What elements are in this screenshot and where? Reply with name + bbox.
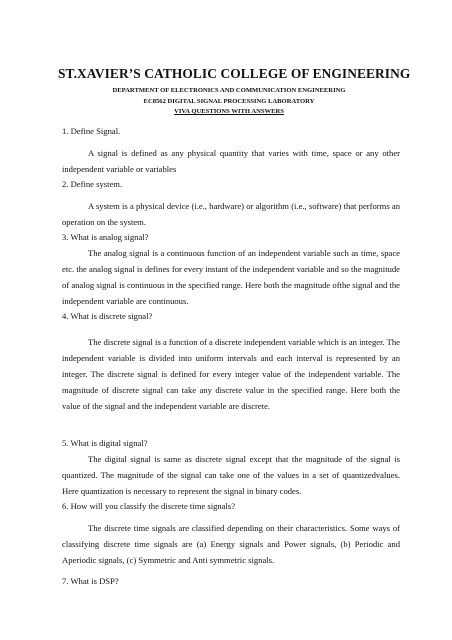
question-4: 4. What is discrete signal?: [62, 310, 153, 321]
lab-heading: EC8562 DIGITAL SIGNAL PROCESSING LABORATORY: [143, 97, 315, 105]
question-1: 1. Define Signal.: [62, 125, 121, 136]
question-6: 6. How will you classify the discrete time signals?: [62, 500, 236, 511]
question-7: 7. What is DSP?: [62, 575, 119, 586]
department-heading: DEPARTMENT OF ELECTRONICS AND COMMUNICATION ENGINEERING: [112, 87, 346, 94]
college-title: ST.XAVIER’S CATHOLIC COLLEGE OF ENGINEERING: [58, 66, 411, 81]
section-heading: VIVA QUESTIONS WITH ANSWERS: [174, 108, 284, 115]
question-3: 3. What is analog signal?: [62, 231, 149, 242]
answer-5: The digital signal is same as discrete signal except that the magnitude of the signal is quantized. The magnitude of the signal can take one of the values in a set of quantizedvalues. Here quantization is necessary to represent the signal in binary codes.: [62, 453, 400, 496]
answer-4: The discrete signal is a function of a discrete independent variable which is an integer. The independent variable is divided into uniform intervals and each interval is represented by an integer. The discrete signal is defined for every integer value of the independent variable. The magnitude of discrete signal can take any discrete value in the specified range. Here both the value of the signal and the independent variable are discrete.: [62, 336, 400, 411]
question-2: 2. Define system.: [62, 178, 123, 189]
answer-2: A system is a physical device (i.e., hardware) or algorithm (i.e., software) that performs an operation on the system.: [62, 200, 400, 227]
question-5: 5. What is digital signal?: [62, 437, 148, 448]
answer-3: The analog signal is a continuous function of an independent variable such as time, space etc. the analog signal is defines for every instant of the independent variable and so the magnitude of analog signal is continuous in the specified range. Here both the magnitude ofthe signal and the independent variable are continuous.: [62, 247, 400, 306]
answer-6: The discrete time signals are classified depending on their characteristics. Some ways of classifying discrete time signals are (a) Energy signals and Power signals, (b) Periodic and Aperiodic signals, (c) Symmetric and Anti symmetric signals.: [62, 522, 400, 565]
qa-list: [62, 124, 400, 589]
answer-1: A signal is defined as any physical quantity that varies with time, space or any other independent variable or variables: [62, 147, 400, 174]
